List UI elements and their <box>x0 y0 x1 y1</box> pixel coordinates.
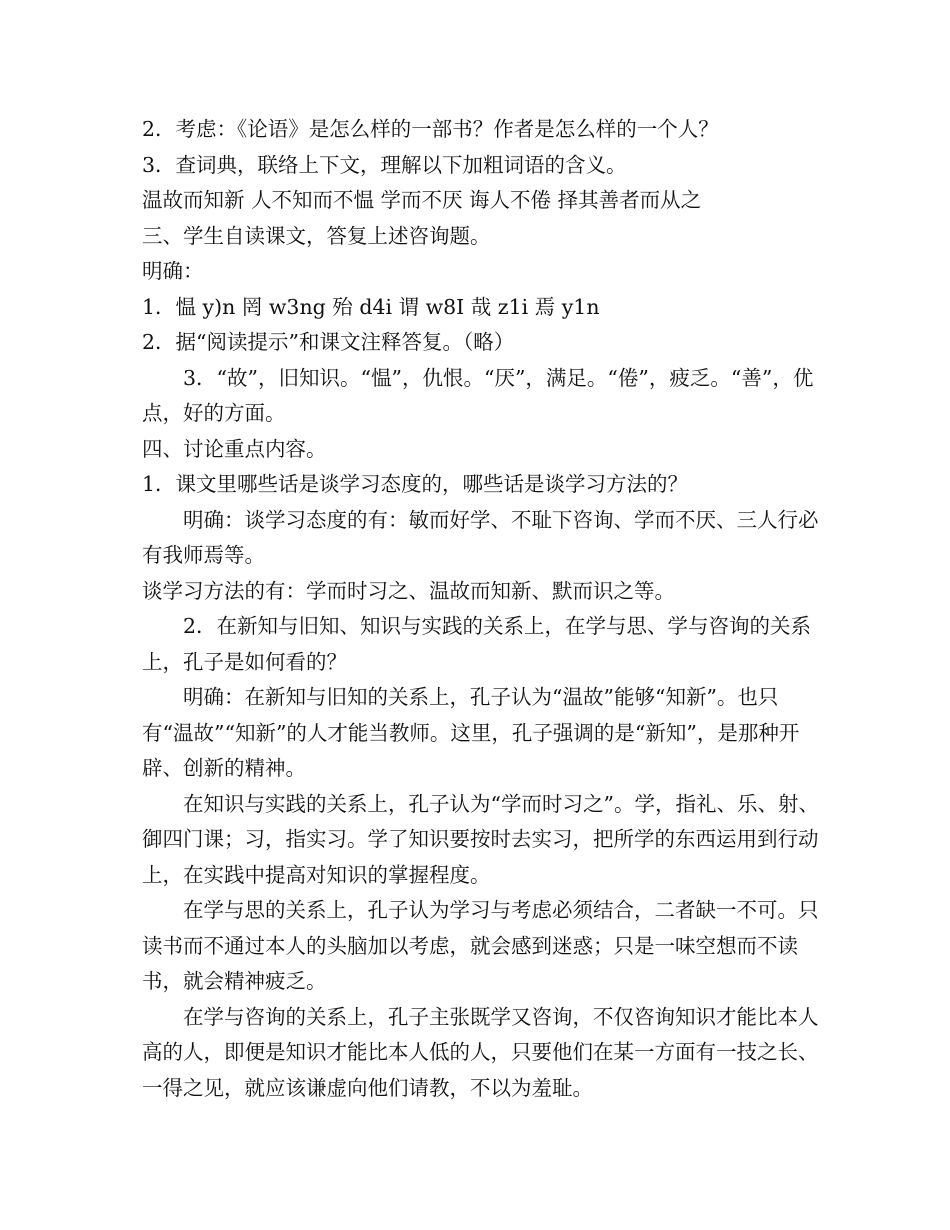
bold-word-list: 温故而知新 人不知而不愠 学而不厌 诲人不倦 择其善者而从之 <box>142 188 702 212</box>
answer-1-pronunciation: 1．愠 y)n 罔 w3ng 殆 d4i 谓 w8I 哉 z1i 焉 y1n <box>142 294 600 319</box>
document-body <box>142 112 822 1106</box>
learning-asking-paragraph: 在学与咨询的关系上，孔子主张既学又咨询，不仅咨询知识才能比本人高的人，即便是知识才能比本人低的人，只要他们在某一方面有一技之长、一得之见，就应该谦虚向他们请教，不以为羞耻。 <box>142 1004 819 1100</box>
knowledge-practice-paragraph: 在知识与实践的关系上，孔子认为“学而时习之”。学，指礼、乐、射、御四门课；习，指实习。学了知识要按时去实习，把所学的东西运用到行动上，在实践中提高对知识的掌握程度。 <box>142 791 819 887</box>
question-3-dictionary: 3．查词典，联络上下文，理解以下加粗词语的含义。 <box>142 152 627 177</box>
section-3-heading: 三、学生自读课文，答复上述咨询题。 <box>142 223 491 248</box>
discussion-question-2: 2．在新知与旧知、知识与实践的关系上，在学与思、学与咨询的关系上，孔子是如何看的？ <box>142 614 812 674</box>
question-2-consider: 2．考虑：《论语》是怎么样的一部书？作者是怎么样的一个人？ <box>142 117 719 141</box>
discussion-question-1: 1．课文里哪些话是谈学习态度的，哪些话是谈学习方法的？ <box>142 472 689 496</box>
new-old-knowledge-answer: 明确：在新知与旧知的关系上，孔子认为“温故”能够“知新”。也只有“温故”“知新”的人才能当教师。这里，孔子强调的是“新知”，是那种开辟、创新的精神。 <box>142 685 800 780</box>
learning-attitude-answer: 明确：谈学习态度的有：敏而好学、不耻下咨询、学而不厌、三人行必有我师焉等。 <box>142 507 819 567</box>
learning-method-answer: 谈学习方法的有：学而时习之、温故而知新、默而识之等。 <box>142 578 675 603</box>
learning-thinking-paragraph: 在学与思的关系上，孔子认为学习与考虑必须结合，二者缺一不可。只读书而不通过本人的头脑加以考虑，就会感到迷惑；只是一味空想而不读书，就会精神疲乏。 <box>142 898 819 993</box>
section-4-heading: 四、讨论重点内容。 <box>142 436 327 461</box>
answer-3-meanings: 3．“故”，旧知识。“愠”，仇恨。“厌”，满足。“倦”，疲乏。“善”，优点，好的方面。 <box>142 365 814 425</box>
answer-label: 明确： <box>142 259 204 283</box>
answer-2-reading-tips: 2．据“阅读提示”和课文注释答复。（略） <box>142 330 515 354</box>
